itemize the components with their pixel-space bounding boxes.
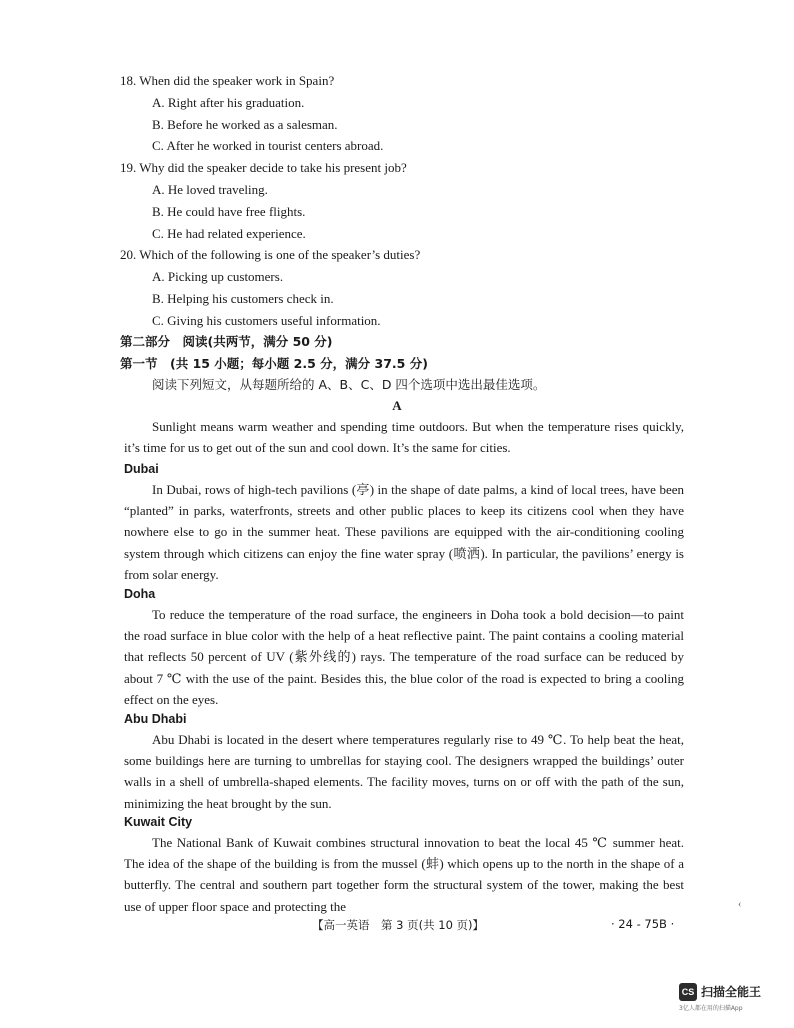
camscanner-logo-icon: CS <box>679 983 697 1001</box>
q19-option-a: A. He loved traveling. <box>152 182 268 197</box>
q20-option-a: A. Picking up customers. <box>152 269 284 284</box>
abudhabi-heading: Abu Dhabi <box>124 712 187 726</box>
page-label: 【高一英语 第 3 页(共 10 页)】 <box>312 918 485 932</box>
part-two-title: 第二部分 阅读(共两节，满分 50 分) <box>120 334 333 349</box>
q20-option-b: B. Helping his customers check in. <box>152 291 334 306</box>
question-19: 19. Why did the speaker decide to take his present job? <box>120 160 407 175</box>
q18-option-b: B. Before he worked as a salesman. <box>152 117 338 132</box>
section-one-title: 第一节 (共 15 小题；每小题 2.5 分，满分 37.5 分) <box>120 356 428 371</box>
q18-option-c: C. After he worked in tourist centers abroad. <box>152 138 384 153</box>
watermark-subtitle: 3亿人都在用的扫描App <box>679 1005 743 1012</box>
q18-option-a: A. Right after his graduation. <box>152 95 305 110</box>
doha-paragraph: To reduce the temperature of the road surface, the engineers in Doha took a bold decision—to paint the road surface in blue color with the help of a heat reflective paint. The paint contains a cooling material that reflects 50 percent of UV (紫外线的) rays. The temperature of the road surface can be reduced by about 7 ℃ with the use of the paint. Besides this, the blue color of the road is expected to bring a cooling effect on the eyes. <box>124 607 684 707</box>
watermark-name: 扫描全能王 <box>701 985 762 999</box>
reading-instruction: 阅读下列短文，从每题所给的 A、B、C、D 四个选项中选出最佳选项。 <box>152 377 546 392</box>
q19-option-c: C. He had related experience. <box>152 226 306 241</box>
dubai-heading: Dubai <box>124 462 159 476</box>
question-18: 18. When did the speaker work in Spain? <box>120 73 335 88</box>
q19-option-b: B. He could have free flights. <box>152 204 306 219</box>
exam-code: · 24 - 75B · <box>611 917 675 931</box>
doha-heading: Doha <box>124 587 156 601</box>
dubai-paragraph: In Dubai, rows of high-tech pavilions (亭) in the shape of date palms, a kind of local trees, have been “planted” in parks, waterfronts, streets and other public places to keep its citizens cool when they have nowhere else to go in the summer heat. These pavilions are equipped with the air-conditioning cooling system through which citizens can enjoy the fine water spray (喷洒). In particular, the pavilions’ energy is from solar energy. <box>124 482 684 582</box>
scanner-watermark <box>679 983 779 1013</box>
passage-letter: A <box>392 398 402 413</box>
q20-option-c: C. Giving his customers useful information. <box>152 313 381 328</box>
kuwait-heading: Kuwait City <box>124 815 193 829</box>
abudhabi-paragraph: Abu Dhabi is located in the desert where temperatures regularly rise to 49 ℃. To help beat the heat, some buildings here are turning to umbrellas for staying cool. The designers wrapped the buildings’ outer walls in a shell of umbrella-shaped elements. The facility moves, turns on or off with the path of the sun, minimizing the heat brought by the sun. <box>124 732 684 811</box>
question-20: 20. Which of the following is one of the speaker’s duties? <box>120 247 421 262</box>
kuwait-paragraph: The National Bank of Kuwait combines structural innovation to beat the local 45 ℃ summer heat. The idea of the shape of the building is from the mussel (蚌) which opens up to the north in the shape of a butterfly. The central and southern part together form the structural system of the tower, making the best use of upper floor space and protecting the <box>124 835 684 914</box>
edge-mark: ‹ <box>738 899 742 910</box>
intro-paragraph: Sunlight means warm weather and spending time outdoors. But when the temperature rises quickly, it’s time for us to get out of the sun and cool down. It’s the same for cities. <box>124 419 684 456</box>
